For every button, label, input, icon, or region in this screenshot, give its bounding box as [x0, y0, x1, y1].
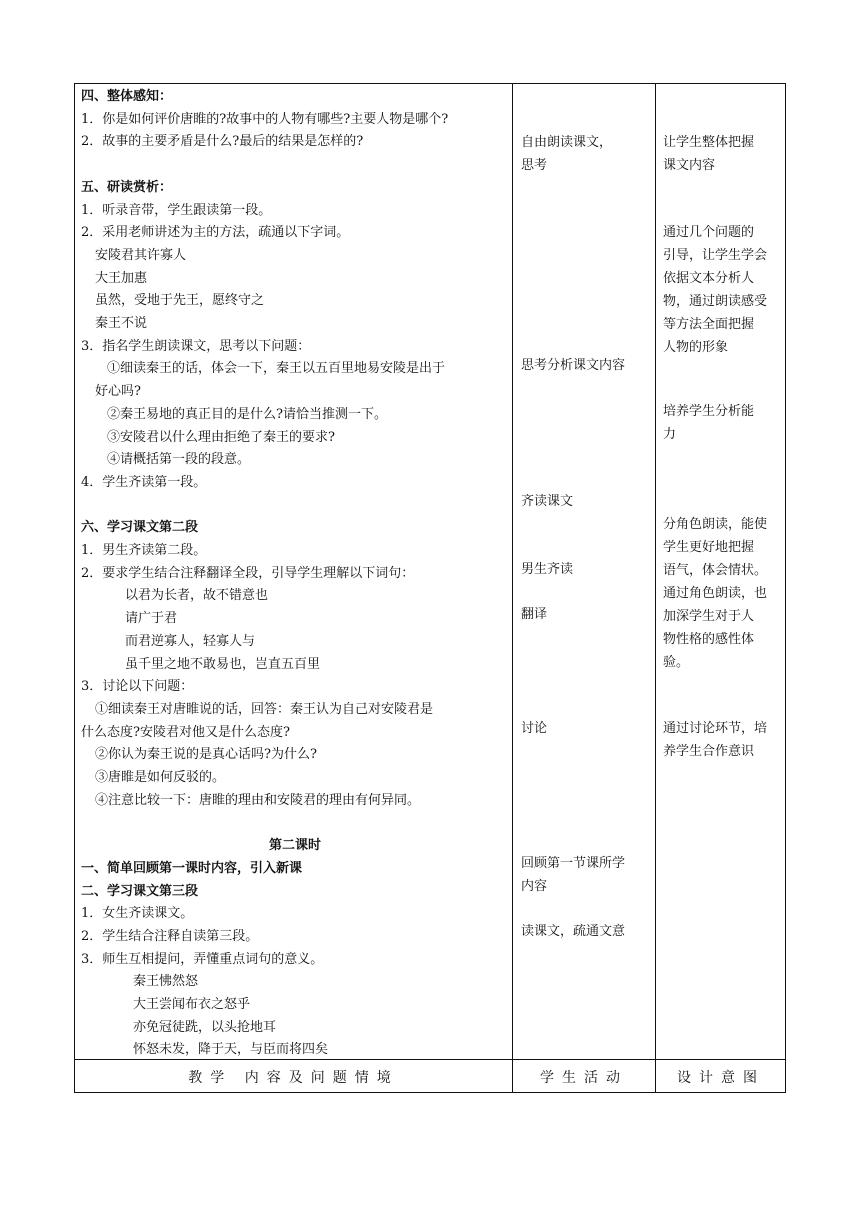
- content-line: 3．师生互相提问，弄懂重点词句的意义。: [81, 951, 324, 967]
- section-heading: 六、学习课文第二段: [81, 520, 199, 536]
- intent-line: 加深学生对于人: [663, 609, 755, 624]
- student-activity-column: [521, 84, 651, 1059]
- activity-line: 讨论: [521, 721, 548, 736]
- intent-line: 课文内容: [663, 158, 716, 173]
- activity-line: 翻译: [521, 607, 548, 622]
- content-line: 秦王不说: [95, 316, 148, 331]
- intent-line: 养学生合作意识: [663, 744, 755, 759]
- intent-line: 引导，让学生学会: [663, 248, 768, 263]
- column-divider: [512, 84, 513, 1092]
- intent-line: 分角色朗读，能使: [663, 517, 768, 532]
- intent-line: 等方法全面把握: [663, 317, 755, 332]
- intent-line: 培养学生分析能: [663, 404, 755, 419]
- footer-content-header: 教学 内容及问题情境: [188, 1069, 399, 1086]
- column-divider: [655, 84, 656, 1092]
- activity-line: 思考分析课文内容: [521, 358, 626, 373]
- content-line: 虽然，受地于先王，愿终守之: [95, 293, 265, 309]
- section-heading: 一、简单回顾第一课时内容，引入新课: [81, 860, 303, 876]
- content-line: 而君逆寡人，轻寡人与: [125, 633, 256, 649]
- activity-line: 内容: [521, 879, 548, 894]
- content-line: ②你认为秦王说的是真心话吗?为什么?: [95, 747, 317, 763]
- intent-line: 物，通过朗读感受: [663, 294, 768, 309]
- section-heading: 第二课时: [268, 838, 321, 854]
- design-intent-column: [663, 84, 783, 1059]
- content-line: 2．故事的主要矛盾是什么?最后的结果是怎样的?: [81, 134, 364, 150]
- intent-line: 人物的形象: [663, 340, 729, 355]
- content-line: 1．你是如何评价唐睢的?故事中的人物有哪些?主要人物是哪个?: [81, 111, 449, 127]
- content-line: 以君为长者，故不错意也: [125, 588, 269, 604]
- section-heading: 四、整体感知：: [81, 89, 173, 104]
- activity-line: 齐读课文: [521, 494, 574, 509]
- content-line: ③安陵君以什么理由拒绝了秦王的要求?: [107, 429, 335, 445]
- content-line: 1．女生齐读课文。: [81, 906, 194, 922]
- activity-line: 男生齐读: [521, 562, 574, 577]
- intent-line: 通过几个问题的: [663, 225, 755, 240]
- content-line: 安陵君其许寡人: [95, 247, 187, 263]
- content-line: ④注意比较一下：唐睢的理由和安陵君的理由有何异同。: [95, 792, 421, 808]
- intent-line: 依据文本分析人: [663, 271, 755, 286]
- content-line: ④请概括第一段的段意。: [107, 452, 251, 468]
- content-line: 大王加惠: [95, 270, 148, 286]
- content-line: ①细读秦王的话，体会一下，秦王以五百里地易安陵是出于: [107, 361, 446, 377]
- intent-line: 通过讨论环节，培: [663, 721, 768, 736]
- content-line: 2．要求学生结合注释翻译全段，引导学生理解以下词句：: [81, 565, 415, 581]
- content-line: ②秦王易地的真正目的是什么?请恰当推测一下。: [107, 406, 387, 422]
- content-line: 3．讨论以下问题：: [81, 679, 194, 695]
- teaching-content-column: [81, 84, 509, 1059]
- content-line: 1．男生齐读第二段。: [81, 543, 207, 558]
- section-heading: 五、研读赏析：: [81, 179, 173, 195]
- section-heading: 二、学习课文第三段: [81, 883, 199, 899]
- content-line: 怀怒未发，降于天，与臣而将四矣: [133, 1042, 329, 1058]
- content-line: 2．学生结合注释自读第三段。: [81, 928, 259, 944]
- intent-line: 让学生整体把握: [663, 135, 755, 150]
- intent-line: 验。: [663, 655, 690, 670]
- content-line: 2．采用老师讲述为主的方法，疏通以下字词。: [81, 225, 350, 241]
- intent-line: 物性格的感性体: [663, 632, 755, 647]
- intent-line: 力: [663, 427, 677, 442]
- content-line: 什么态度?安陵君对他又是什么态度?: [81, 724, 290, 740]
- intent-line: 学生更好地把握: [663, 540, 755, 555]
- lesson-table: [74, 83, 786, 1093]
- footer-design-header: 设计意图: [677, 1069, 765, 1086]
- intent-line: 语气，体会情状。: [663, 563, 768, 578]
- content-line: 好心吗?: [95, 384, 141, 400]
- content-line: 亦免冠徒跣，以头抢地耳: [133, 1019, 277, 1035]
- activity-line: 自由朗读课文，: [521, 135, 613, 150]
- footer-activity-header: 学生活动: [540, 1069, 628, 1086]
- activity-line: 读课文，疏通文意: [521, 924, 626, 939]
- content-line: ①细读秦王对唐睢说的话，回答：秦王认为自己对安陵君是: [95, 701, 434, 717]
- content-line: 4．学生齐读第一段。: [81, 474, 207, 490]
- intent-line: 通过角色朗读，也: [663, 586, 768, 601]
- content-line: 秦王怫然怒: [133, 974, 199, 990]
- activity-line: 思考: [521, 158, 548, 173]
- content-line: 3．指名学生朗读课文，思考以下问题：: [81, 338, 311, 354]
- content-line: 1．听录音带，学生跟读第一段。: [81, 202, 272, 218]
- content-line: 请广于君: [125, 611, 178, 627]
- content-line: 虽千里之地不敢易也，岂直五百里: [125, 656, 321, 672]
- content-line: ③唐睢是如何反驳的。: [95, 770, 226, 785]
- activity-line: 回顾第一节课所学: [521, 856, 626, 871]
- content-line: 大王尝闻布衣之怒乎: [133, 997, 251, 1012]
